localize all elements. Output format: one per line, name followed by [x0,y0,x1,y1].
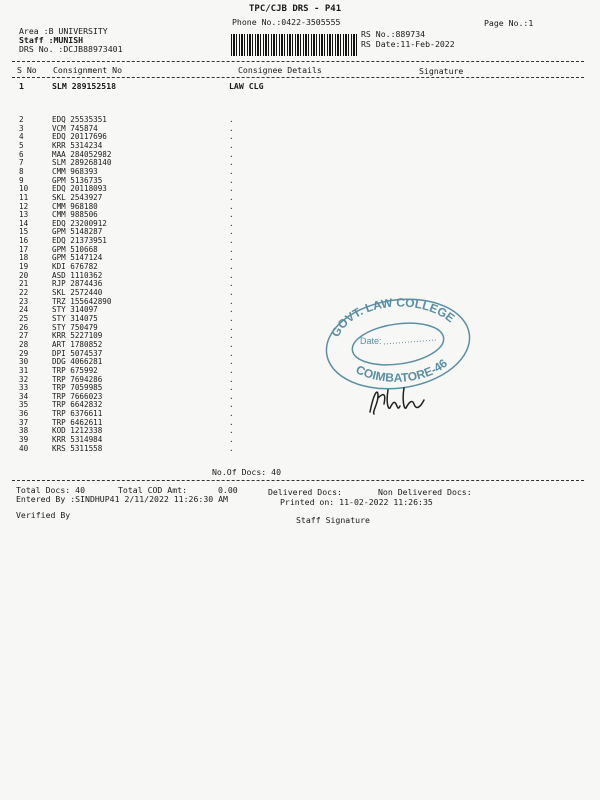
row-sno: 19 [19,262,29,272]
row-consignee-dot: . [229,218,234,228]
row-sno: 11 [19,192,29,202]
entered-by: Entered By :SINDHUP41 2/11/2022 11:26:30 AM [16,494,228,504]
row-consignee-dot: . [229,391,234,401]
row-sno: 34 [19,391,29,401]
barcode [231,34,357,56]
row-consignment: KRR 5314234 [52,140,103,150]
college-stamp [318,294,478,394]
row-sno: 31 [19,365,29,375]
row-consignment: KRR 5227109 [52,331,103,341]
row-consignee-dot: . [229,296,234,306]
row-sno: 10 [19,184,29,194]
row-consignment: KOD 1212338 [52,426,103,436]
row-consignment: EDQ 21373951 [52,236,107,246]
row-consignment: GPM 5136735 [52,175,103,185]
row-sno: 16 [19,236,29,246]
row-consignee-dot: . [229,305,234,315]
row-sno: 22 [19,288,29,297]
row-consignment: CMM 988506 [52,210,98,220]
row-consignee-dot: . [229,409,234,419]
row-sno: 36 [19,409,29,419]
row-1-consignment: SLM 289152518 [52,81,117,91]
row-consignee-dot: . [229,166,234,176]
row-sno: 2 [19,115,24,124]
row-consignment: TRP 7694286 [52,374,103,384]
row-consignment: GPM 5147124 [52,253,103,263]
row-sno: 28 [19,339,29,349]
row-consignment: TRP 7059985 [52,383,103,393]
row-sno: 32 [19,374,29,384]
row-consignee-dot: . [229,270,234,280]
row-consignment: KDI 676782 [52,262,98,272]
column-signature: Signature [419,66,464,76]
row-consignee-dot: . [229,123,234,133]
total-cod-label: Total COD Amt: [118,485,188,495]
non-delivered-docs: Non Delivered Docs: [378,487,472,497]
row-sno: 25 [19,313,29,323]
row-consignment: EDQ 23200912 [52,218,107,228]
row-consignee-dot: . [229,339,234,349]
row-consignment: VCM 745874 [52,123,98,133]
row-consignment: EDQ 20118093 [52,184,107,194]
row-consignee-dot: . [229,244,234,254]
row-consignment: EDQ 20117696 [52,132,107,142]
row-consignee-dot: . [229,383,234,393]
row-sno: 38 [19,426,29,436]
staff-label: Staff :MUNISH [19,35,84,45]
row-consignee-dot: . [229,115,234,124]
row-consignment: RJP 2874436 [52,279,103,289]
row-consignment: SKL 2572440 [52,288,103,297]
row-consignment: ART 1780852 [52,339,103,349]
row-sno: 5 [19,140,24,150]
row-consignee-dot: . [229,236,234,246]
stamp-date-label: Date: [360,336,382,346]
row-sno: 3 [19,123,24,133]
row-consignment: EDQ 25535351 [52,115,107,124]
row-consignee-dot: . [229,322,234,332]
row-sno: 12 [19,201,29,211]
stamp-bottom-text: COIMBATORE-46 [353,356,450,385]
row-consignment: CMM 968393 [52,166,98,176]
row-consignee-dot: . [229,158,234,168]
row-sno: 8 [19,166,24,176]
row-consignment: STY 314097 [52,305,98,315]
row-sno: 15 [19,227,29,237]
row-consignment: STY 750479 [52,322,98,332]
total-cod-value: 0.00 [218,485,238,495]
no-of-docs: No.Of Docs: 40 [212,467,282,477]
row-consignment: KRS 5311558 [52,443,103,453]
row-sno: 24 [19,305,29,315]
row-consignee-dot: . [229,365,234,375]
row-consignee-dot: . [229,175,234,185]
row-consignment: TRP 6642832 [52,400,103,410]
row-consignee-dot: . [229,253,234,263]
row-consignment: GPM 510668 [52,244,98,254]
row-consignee-dot: . [229,132,234,142]
phone-number: Phone No.:0422-3505555 [232,17,341,27]
row-sno: 13 [19,210,29,220]
row-1-sno: 1 [19,81,24,91]
row-consignee-dot: . [229,443,234,453]
row-consignee-dot: . [229,435,234,445]
row-sno: 21 [19,279,29,289]
row-consignee-dot: . [229,279,234,289]
row-consignee-dot: . [229,184,234,194]
header-top-rule [12,61,584,62]
row-sno: 40 [19,443,29,453]
row-sno: 39 [19,435,29,445]
row-sno: 23 [19,296,29,306]
row-consignee-dot: . [229,288,234,297]
row-consignee-dot: . [229,417,234,427]
row-1-consignee: LAW CLG [229,81,264,91]
row-sno: 26 [19,322,29,332]
printed-on: Printed on: 11-02-2022 11:26:35 [280,497,433,507]
row-sno: 7 [19,158,24,168]
row-consignee-dot: . [229,262,234,272]
row-consignment: TRP 7666023 [52,391,103,401]
row-sno: 27 [19,331,29,341]
row-consignment: DPI 5074537 [52,348,103,358]
column-consignment: Consignment No [53,65,123,75]
row-sno: 6 [19,149,24,159]
row-consignee-dot: . [229,426,234,436]
rs-date: RS Date:11-Feb-2022 [361,39,455,49]
column-consignee: Consignee Details [238,65,322,75]
row-sno: 14 [19,218,29,228]
row-consignment: ASD 1110362 [52,270,103,280]
stamp-top-text: GOVT. LAW COLLEGE [328,295,458,340]
row-consignee-dot: . [229,227,234,237]
row-consignee-dot: . [229,201,234,211]
page-number: Page No.:1 [484,18,534,28]
row-consignee-dot: . [229,210,234,220]
footer-rule [12,480,584,481]
row-consignment: TRP 6376611 [52,409,103,419]
row-consignee-dot: . [229,400,234,410]
row-consignment: TRP 675992 [52,365,98,375]
total-docs: Total Docs: 40 [16,485,86,495]
handwritten-signature [364,382,434,422]
row-sno: 18 [19,253,29,263]
row-consignment: TRP 6462611 [52,417,103,427]
row-consignee-dot: . [229,313,234,323]
drs-number: DRS No. :DCJB88973401 [19,44,123,54]
row-sno: 37 [19,417,29,427]
row-consignment: CMM 968180 [52,201,98,211]
stamp-date-line [384,340,436,344]
row-sno: 35 [19,400,29,410]
staff-signature: Staff Signature [296,515,370,525]
rs-number: RS No.:889734 [361,29,426,39]
row-consignment: GPM 5148287 [52,227,103,237]
row-consignment: STY 314075 [52,313,98,323]
row-sno: 29 [19,348,29,358]
row-consignee-dot: . [229,140,234,150]
row-consignee-dot: . [229,348,234,358]
row-consignee-dot: . [229,149,234,159]
row-consignment: TRZ 155642890 [52,296,112,306]
row-consignment: DDG 4066281 [52,357,103,367]
row-consignment: MAA 284052982 [52,149,112,159]
row-consignee-dot: . [229,331,234,341]
row-sno: 9 [19,175,24,185]
row-consignment: SLM 289268140 [52,158,112,168]
row-consignment: SKL 2543927 [52,192,103,202]
delivered-docs: Delivered Docs: [268,487,342,497]
column-sno: S No [17,65,37,75]
row-consignee-dot: . [229,357,234,367]
row-sno: 30 [19,357,29,367]
row-sno: 20 [19,270,29,280]
verified-by: Verified By [16,510,71,520]
area-label: Area :B UNIVERSITY [19,26,108,36]
row-consignment: KRR 5314984 [52,435,103,445]
row-sno: 33 [19,383,29,393]
row-sno: 17 [19,244,29,254]
row-consignee-dot: . [229,192,234,202]
row-sno: 4 [19,132,24,142]
header-bottom-rule [12,77,584,78]
document-title: TPC/CJB DRS - P41 [249,4,342,14]
row-consignee-dot: . [229,374,234,384]
